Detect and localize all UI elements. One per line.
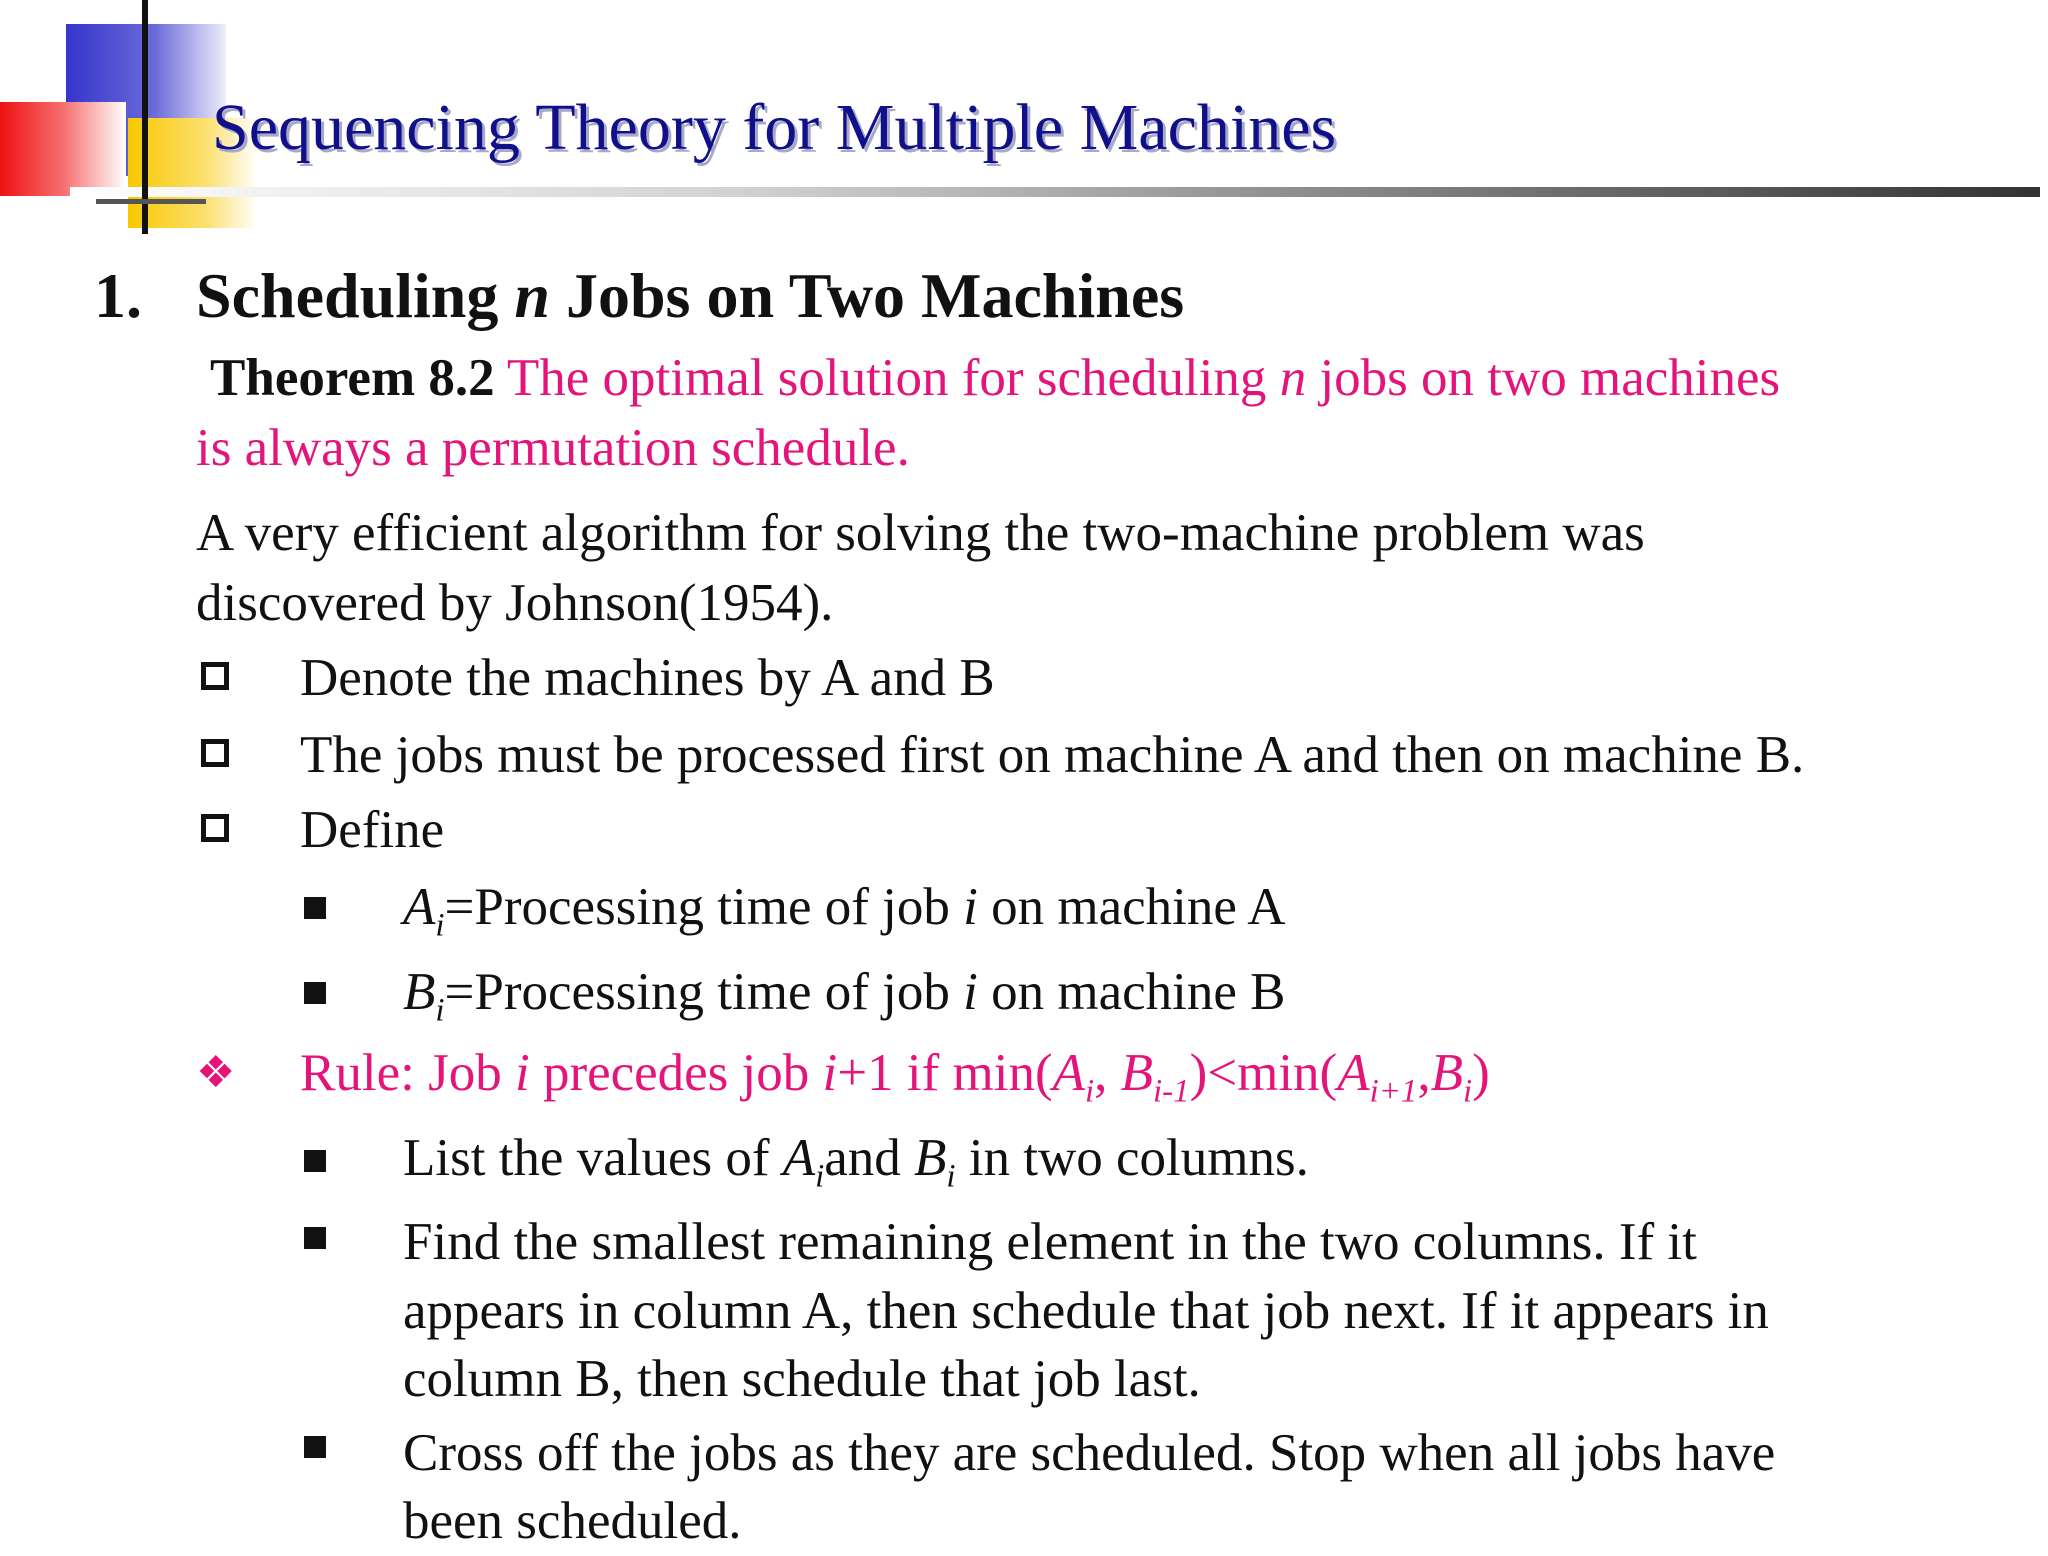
theorem-text-1-post: jobs on two machines	[1306, 349, 1781, 407]
step-find-smallest-1: Find the smallest remaining element in the two columns. If it	[403, 1213, 1697, 1271]
theorem-label: Theorem 8.2	[210, 349, 495, 407]
diamond-bullet-icon: ❖	[196, 1047, 236, 1098]
define-a-var: A	[403, 878, 436, 936]
filled-bullet-icon	[304, 1227, 326, 1249]
intro-line-1: A very efficient algorithm for solving the two-machine problem was	[196, 504, 1645, 562]
heading-var: n	[514, 260, 550, 331]
bullet-define: Define	[300, 801, 445, 859]
rule-v2: i	[822, 1044, 838, 1102]
intro-line-2: discovered by Johnson(1954).	[196, 574, 834, 632]
step-list-values	[403, 1123, 1309, 1193]
heading-post: Jobs on Two Machines	[549, 260, 1185, 331]
rule-p1: Rule: Job	[300, 1044, 515, 1102]
step-find-smallest-3: column B, then schedule that job last.	[403, 1350, 1201, 1408]
rule-v4: B	[1120, 1044, 1154, 1102]
define-b-text: =Processing time of job	[444, 963, 964, 1021]
deco-horizontal-line	[96, 199, 206, 204]
filled-bullet-icon	[304, 897, 326, 919]
step-cross-off-1: Cross off the jobs as they are scheduled. Stop when all jobs have	[403, 1424, 1776, 1482]
define-a-text: =Processing time of job	[444, 878, 964, 936]
define-a-job-var: i	[963, 878, 978, 936]
step1-b-sub: i	[946, 1158, 956, 1195]
deco-vertical-line	[142, 0, 148, 234]
heading-pre: Scheduling	[196, 260, 515, 331]
define-b-item	[403, 957, 1286, 1027]
bullet-denote: Denote the machines by A and B	[300, 649, 995, 707]
rule-p6: ,	[1417, 1044, 1431, 1102]
rule-s6: i	[1462, 1073, 1473, 1110]
step1-b: B	[914, 1129, 947, 1187]
deco-red-block	[0, 102, 126, 196]
bullet-processed: The jobs must be processed first on machine A and then on machine B.	[300, 726, 1805, 784]
title-underline	[70, 187, 2040, 197]
define-a-item	[403, 872, 1286, 942]
step1-post: in two columns.	[955, 1129, 1309, 1187]
step1-pre: List the values of	[403, 1129, 783, 1187]
rule-p5: )<min(	[1189, 1044, 1338, 1102]
define-b-job-var: i	[963, 963, 978, 1021]
filled-bullet-icon	[304, 982, 326, 1004]
hollow-bullet-icon	[201, 739, 229, 767]
define-a-text-post: on machine A	[977, 878, 1286, 936]
rule-p7: )	[1472, 1044, 1490, 1102]
filled-bullet-icon	[304, 1150, 326, 1172]
filled-bullet-icon	[304, 1436, 326, 1458]
rule-p3: +1 if min(	[837, 1044, 1053, 1102]
step1-a-sub: i	[815, 1158, 825, 1195]
step1-a: A	[782, 1129, 816, 1187]
define-b-sub: i	[435, 992, 445, 1029]
rule-s3: i	[1085, 1073, 1095, 1110]
rule-s5: i+1	[1369, 1073, 1418, 1110]
rule-v3: A	[1052, 1044, 1086, 1102]
theorem-var: n	[1279, 349, 1307, 407]
define-a-sub: i	[435, 907, 445, 944]
step-cross-off-2: been scheduled.	[403, 1492, 742, 1550]
define-b-text-post: on machine B	[977, 963, 1286, 1021]
section-number: 1.	[94, 260, 142, 331]
hollow-bullet-icon	[201, 814, 229, 842]
hollow-bullet-icon	[201, 662, 229, 690]
theorem-line-1	[210, 343, 1780, 413]
rule-v6: B	[1430, 1044, 1463, 1102]
step1-mid: and	[824, 1129, 915, 1187]
theorem-text-1-pre: The optimal solution for scheduling	[506, 349, 1280, 407]
rule-p4: ,	[1094, 1044, 1121, 1102]
theorem-line-2: is always a permutation schedule.	[196, 419, 910, 477]
rule-s4: i-1	[1153, 1073, 1190, 1110]
rule-v1: i	[514, 1044, 530, 1102]
rule-p2: precedes job	[529, 1044, 823, 1102]
rule-line	[300, 1038, 1490, 1108]
theorem-text-1	[507, 349, 1780, 407]
rule-v5: A	[1337, 1044, 1370, 1102]
section-heading	[196, 256, 1184, 336]
define-b-var: B	[403, 963, 436, 1021]
step-find-smallest-2: appears in column A, then schedule that job next. If it appears in	[403, 1282, 1769, 1340]
slide-title: Sequencing Theory for Multiple Machines	[212, 91, 1337, 164]
